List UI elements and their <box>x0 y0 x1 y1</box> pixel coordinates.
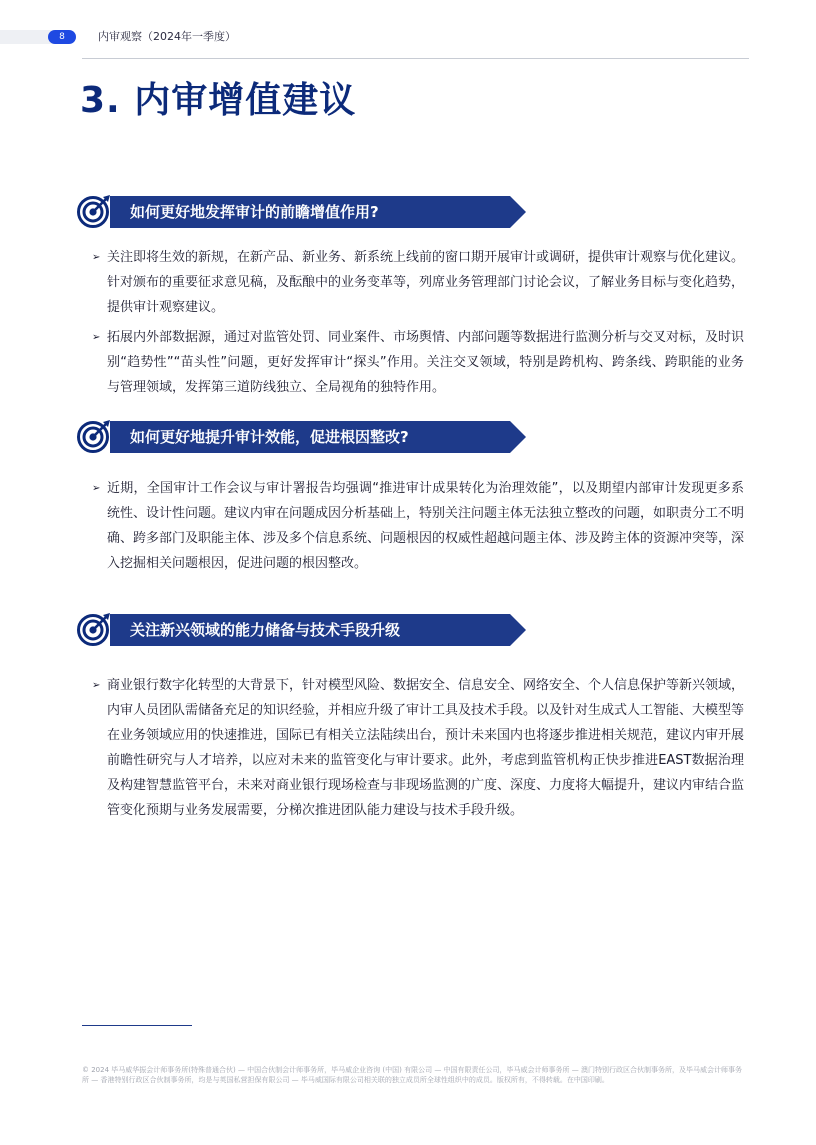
bullet-item <box>92 476 744 576</box>
triangle-arrow-icon: ➢ <box>92 332 101 343</box>
bullet-item <box>92 325 744 400</box>
section-heading-1 <box>76 194 526 228</box>
section-heading-text: 如何更好地发挥审计的前瞻增值作用? <box>130 203 379 221</box>
section-banner <box>110 196 526 228</box>
header-divider <box>82 58 749 59</box>
section-heading-2 <box>76 419 526 453</box>
copyright-notice: © 2024 毕马威华振会计师事务所(特殊普通合伙) — 中国合伙制会计师事务所，毕马威企业咨询 (中国) 有限公司 — 中国有限责任公司，毕马威会计师事务所 — 澳门特别行政区合伙制事务所，及毕马威会计师事务所 — 香港特别行政区合伙制事务所，均是与英国私营担保有限公司 — 毕马威国际有限公司相关联的独立成员所全球性组织中的成员。版权所有，不得转载。在中国印刷。 <box>82 1066 742 1084</box>
footnote-divider <box>82 1025 192 1026</box>
target-arrow-icon <box>76 612 112 646</box>
section-heading-text: 关注新兴领域的能力储备与技术手段升级 <box>130 621 401 639</box>
target-arrow-icon <box>76 194 112 228</box>
triangle-arrow-icon: ➢ <box>92 680 101 691</box>
section-banner <box>110 421 526 453</box>
page-title: 3. 内审增值建议 <box>80 80 357 121</box>
section-banner <box>110 614 526 646</box>
page-number-badge: 8 <box>48 30 76 44</box>
section-heading-text: 如何更好地提升审计效能，促进根因整改? <box>130 428 409 446</box>
bullet-text: 拓展内外部数据源，通过对监管处罚、同业案件、市场舆情、内部问题等数据进行监测分析与交叉对标，及时识别“趋势性”“苗头性”问题，更好发挥审计“探头”作用。关注交叉领域，特别是跨机构、跨条线、跨职能的业务与管理领域，发挥第三道防线独立、全局视角的独特作用。 <box>107 330 745 395</box>
bullet-item <box>92 673 744 823</box>
triangle-arrow-icon: ➢ <box>92 483 101 494</box>
running-header-title: 内审观察（2024年一季度） <box>98 30 236 43</box>
bullet-text: 商业银行数字化转型的大背景下，针对模型风险、数据安全、信息安全、网络安全、个人信息保护等新兴领域，内审人员团队需储备充足的知识经验，并相应升级了审计工具及技术手段。以及针对生成式人工智能、大模型等在业务领域应用的快速推进，国际已有相关立法陆续出台，预计未来国内也将逐步推进相关规范，建议内审开展前瞻性研究与人才培养，以应对未来的监管变化与审计要求。此外，考虑到监管机构正快步推进EAST数据治理及构建智慧监管平台，未来对商业银行现场检查与非现场监测的广度、深度、力度将大幅提升，建议内审结合监管变化预期与业务发展需要，分梯次推进团队能力建设与技术手段升级。 <box>107 678 745 818</box>
bullet-item <box>92 245 744 320</box>
triangle-arrow-icon: ➢ <box>92 252 101 263</box>
section-heading-3 <box>76 612 526 646</box>
bullet-text: 关注即将生效的新规，在新产品、新业务、新系统上线前的窗口期开展审计或调研，提供审计观察与优化建议。针对颁布的重要征求意见稿，及酝酿中的业务变革等，列席业务管理部门讨论会议，了解业务目标与变化趋势，提供审计观察建议。 <box>107 250 745 315</box>
target-arrow-icon <box>76 419 112 453</box>
bullet-text: 近期，全国审计工作会议与审计署报告均强调“推进审计成果转化为治理效能”，以及期望内部审计发现更多系统性、设计性问题。建议内审在问题成因分析基础上，特别关注问题主体无法独立整改的问题，如职责分工不明确、跨多部门及职能主体、涉及多个信息系统、问题根因的权威性超越问题主体、涉及跨主体的资源冲突等，深入挖掘相关问题根因，促进问题的根因整改。 <box>107 481 745 571</box>
